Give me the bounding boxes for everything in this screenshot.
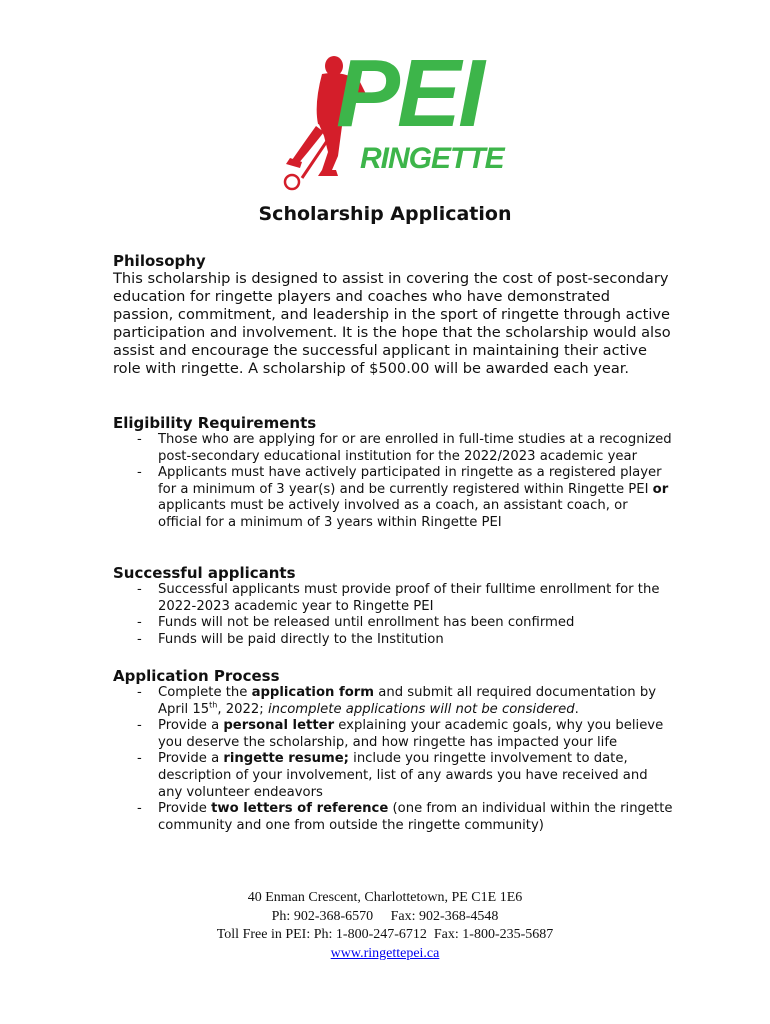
list-item: - Provide a ringette resume; include you ringette involvement to date, description of your involvement, list of any awards you have received and any volunteer endeavors [113,751,673,801]
application-process-section [113,667,673,834]
successful-heading: Successful applicants [113,564,296,582]
list-item: - Funds will not be released until enrollment has been confirmed [113,615,673,632]
footer-fax: Fax: 902-368-4548 [390,908,499,924]
footer-address: 40 Enman Crescent, Charlottetown, PE C1E 1E6 [247,890,523,905]
footer-phone-fax [0,908,770,927]
website-link[interactable]: www.ringettepei.ca [330,945,440,961]
process-heading: Application Process [113,667,280,685]
eligibility-list [113,432,673,532]
list-item: - Complete the application form and submit all required documentation by April 15th, 2022; incomplete applications will not be considered. [113,685,673,718]
footer-tollfree: Toll Free in PEI: Ph: 1-800-247-6712 Fax: 1-800-235-5687 [216,927,554,942]
process-list [113,685,673,834]
logo-pei-text: PEI [336,40,482,147]
pei-ringette-logo [272,40,504,192]
list-item: - Those who are applying for or are enrolled in full-time studies at a recognized post-secondary educational institution for the 2022/2023 academic year [113,432,673,465]
eligibility-section [113,414,673,532]
list-item: - Successful applicants must provide proof of their fulltime enrollment for the 2022-2023 academic year to Ringette PEI [113,582,673,615]
successful-applicants-section [113,564,673,648]
successful-list [113,582,673,648]
philosophy-section [113,252,673,378]
footer-phone: Ph: 902-368-6570 [271,908,374,924]
list-item: - Provide two letters of reference (one from an individual within the ringette community and one from outside the ringette community) [113,801,673,834]
list-item: - Applicants must have actively participated in ringette as a registered player for a minimum of 3 year(s) and be currently registered within Ringette PEI or applicants must be actively involved as a coach, an assistant coach, or official for a minimum of 3 years within Ringette PEI [113,465,673,531]
list-item: - Funds will be paid directly to the Institution [113,632,673,649]
page-title: Scholarship Application [258,203,512,225]
philosophy-text: This scholarship is designed to assist in covering the cost of post-secondary education for ringette players and coaches who have demonstrated passion, commitment, and leadership in the sport of ringette through active participation and involvement. It is the hope that the scholarship would also assist and encourage the successful applicant in maintaining their active role with ringette. A scholarship of $500.00 will be awarded each year. [113,270,671,377]
list-item: - Provide a personal letter explaining your academic goals, why you believe you deserve the scholarship, and how ringette has impacted your life [113,718,673,751]
logo-ringette-text: RINGETTE [360,142,504,175]
eligibility-heading: Eligibility Requirements [113,414,317,432]
footer [0,889,770,963]
philosophy-heading: Philosophy [113,252,206,270]
